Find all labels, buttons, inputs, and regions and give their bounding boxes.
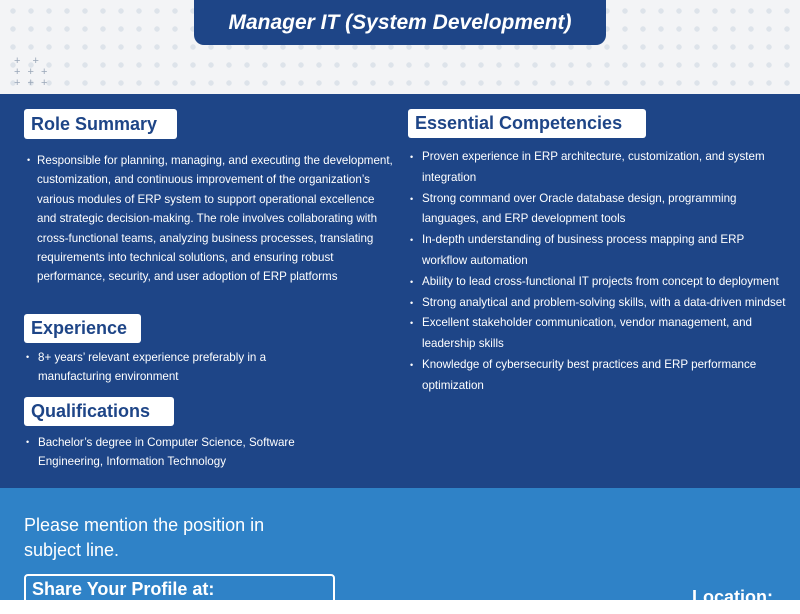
- list-item: • Proven experience in ERP architecture, customization, and system integration: [410, 147, 788, 189]
- list-item: • Bachelor’s degree in Computer Science, Software Engineering, Information Technology: [26, 433, 346, 472]
- competencies-heading: Essential Competencies: [408, 109, 646, 138]
- role-summary-text: • Responsible for planning, managing, and executing the development, customization, and continuous improvement of the organization’s various modules of ERP system to support operational excellence and strategic decision-making. The role involves collaborating with cross-functional teams, analyzing business processes, translating requirements into technical solutions, and ensuring robust performance, security, and user adoption of ERP platforms: [37, 151, 397, 287]
- subject-line-note: Please mention the position in subject line.: [24, 515, 265, 560]
- list-item: • Excellent stakeholder communication, vendor management, and leadership skills: [410, 313, 788, 355]
- job-title: Manager IT (System Development): [194, 0, 606, 45]
- job-details-panel: [0, 94, 800, 488]
- qualifications-heading: Qualifications: [24, 397, 174, 426]
- application-footer: [0, 488, 800, 607]
- share-profile-box: [24, 574, 335, 614]
- list-item: • Knowledge of cybersecurity best practices and ERP performance optimization: [410, 355, 788, 397]
- role-summary-heading: Role Summary: [24, 109, 177, 139]
- list-item: • Strong analytical and problem-solving skills, with a data-driven mindset: [410, 293, 788, 314]
- location-label: Location:: [692, 587, 773, 607]
- list-item: • 8+ years’ relevant experience preferably in a manufacturing environment: [26, 348, 326, 387]
- header-dotted-band: [0, 0, 800, 94]
- experience-list: [26, 348, 326, 387]
- plus-pattern-icon: + + + + + + + +: [14, 55, 50, 89]
- list-item: • Ability to lead cross-functional IT projects from concept to deployment: [410, 272, 788, 293]
- list-item: • Strong command over Oracle database design, programming languages, and ERP development tools: [410, 189, 788, 231]
- experience-heading: Experience: [24, 314, 141, 343]
- share-profile-label: Share Your Profile at:: [32, 579, 215, 599]
- competencies-list: [410, 147, 788, 397]
- list-item: • In-depth understanding of business process mapping and ERP workflow automation: [410, 230, 788, 272]
- qualifications-list: [26, 433, 346, 472]
